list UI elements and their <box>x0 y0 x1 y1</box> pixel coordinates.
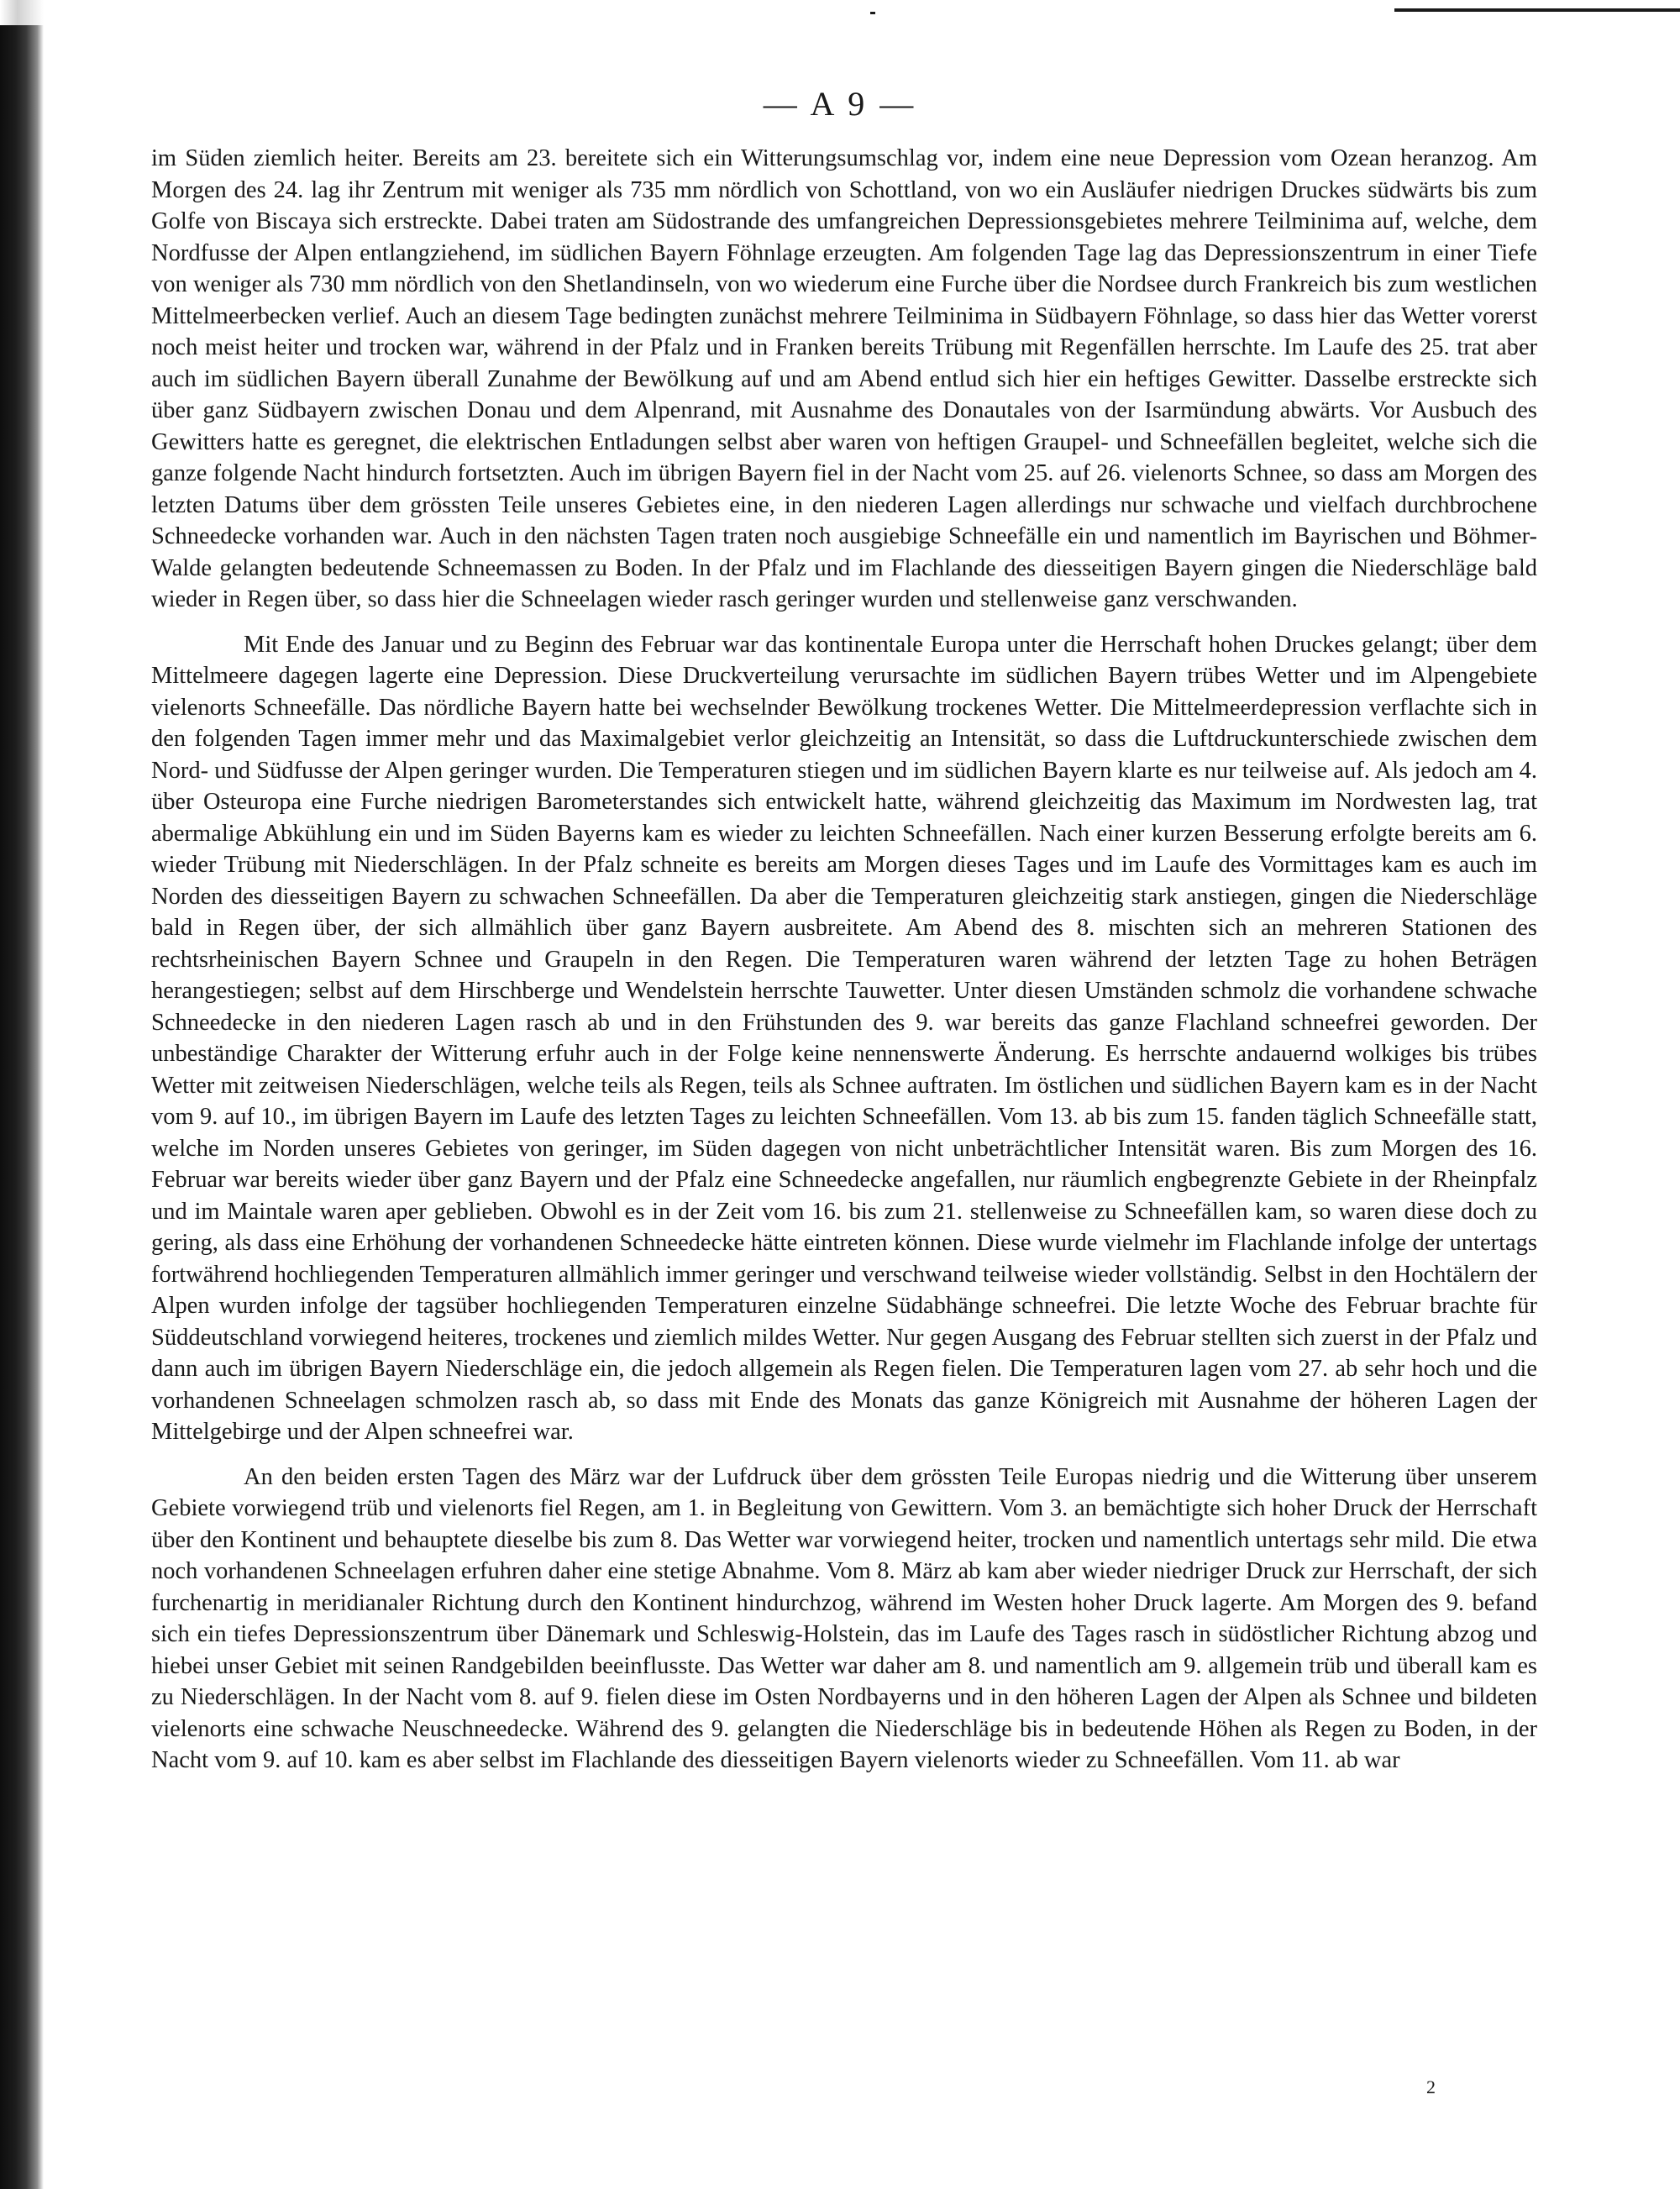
paragraph-2: Mit Ende des Januar und zu Beginn des Februar war das kontinentale Europa unter die Herrschaft hohen Druckes gelangt; über dem Mittelmeere dagegen lagerte eine Depression. Diese Druckverteilung verursachte im südlichen Bayern trübes Wetter und im Alpengebiete vielenorts Schneefälle. Das nördliche Bayern hatte bei wechselnder Bewölkung trockenes Wetter. Die Mittelmeerdepression verflachte sich in den folgenden Tagen immer mehr und das Maximalgebiet verlor gleichzeitig an Intensität, so dass die Luftdruckunterschiede zwischen dem Nord- und Südfusse der Alpen geringer wurden. Die Temperaturen stiegen und im südlichen Bayern klarte es nur teilweise auf. Als jedoch am 4. über Osteuropa eine Furche niedrigen Barometerstandes sich entwickelt hatte, während gleichzeitig das Maximum im Nordwesten lag, trat abermalige Abkühlung ein und im Süden Bayerns kam es wieder zu leichten Schneefällen. Nach einer kurzen Besserung erfolgte bereits am 6. wieder Trübung mit Niederschlägen. In der Pfalz schneite es bereits am Morgen dieses Tages und im Laufe des Vormittages kam es auch im Norden des diesseitigen Bayern zu schwachen Schneefällen. Da aber die Temperaturen gleichzeitig stark anstiegen, gingen die Niederschläge bald in Regen über, der sich allmählich über ganz Bayern ausbreitete. Am Abend des 8. mischten sich an mehreren Stationen des rechtsrheinischen Bayern Schnee und Graupeln in den Regen. Die Temperaturen waren während der letzten Tage zu hohen Beträgen herangestiegen; selbst auf dem Hirschberge und Wendelstein herrschte Tauwetter. Unter diesen Umständen schmolz die vorhandene schwache Schneedecke in den niederen Lagen rasch ab und in den Frühstunden des 9. war bereits das ganze Flachland schneefrei geworden. Der unbeständige Charakter der Witterung erfuhr auch in der Folge keine nennenswerte Änderung. Es herrschte andauernd wolkiges bis trübes Wetter mit zeitweisen Niederschlägen, welche teils als Regen, teils als Schnee auftraten. Im östlichen und südlichen Bayern kam es in der Nacht vom 9. auf 10., im übrigen Bayern im Laufe des letzten Tages zu leichten Schneefällen. Vom 13. ab bis zum 15. fanden täglich Schneefälle statt, welche im Norden unseres Gebietes von geringer, im Süden dagegen von nicht unbeträchtlicher Intensität waren. Bis zum Morgen des 16. Februar war bereits wieder über ganz Bayern und der Pfalz eine Schneedecke angefallen, nur räumlich engbegrenzte Gebiete in der Rheinpfalz und im Maintale waren aper geblieben. Obwohl es in der Zeit vom 16. bis zum 21. stellenweise zu Schneefällen kam, so waren diese doch zu gering, als dass eine Erhöhung der vorhandenen Schneedecke hätte eintreten können. Diese wurde vielmehr im Flachlande infolge der untertags fortwährend hochliegenden Temperaturen allmählich immer geringer und verschwand teilweise wieder vollständig. Selbst in den Hochtälern der Alpen wurden infolge der tagsüber hochliegenden Temperaturen einzelne Südabhänge schneefrei. Die letzte Woche des Februar brachte für Süddeutschland vorwiegend heiteres, trockenes und ziemlich mildes Wetter. Nur gegen Ausgang des Februar stellten sich zuerst in der Pfalz und dann auch im übrigen Bayern Niederschläge ein, die jedoch allgemein als Regen fielen. Die Temperaturen lagen vom 27. ab sehr hoch und die vorhandenen Schneelagen schmolzen rasch ab, so dass mit Ende des Monats das ganze Königreich mit Ausnahme der höheren Lagen der Mittelgebirge und der Alpen schneefrei war. <box>151 631 1537 1445</box>
page-body <box>151 143 1537 1777</box>
paragraph-3: An den beiden ersten Tagen des März war der Lufdruck über dem grössten Teile Europas niedrig und die Witterung über unserem Gebiete vorwiegend trüb und vielenorts fiel Regen, am 1. in Begleitung von Gewittern. Vom 3. an bemächtigte sich hoher Druck der Herrschaft über den Kontinent und behauptete dieselbe bis zum 8. Das Wetter war vorwiegend heiter, trocken und namentlich untertags sehr mild. Die etwa noch vorhandenen Schneelagen erfuhren daher eine stetige Abnahme. Vom 8. März ab kam aber wieder niedriger Druck zur Herrschaft, der sich furchenartig in meridianaler Richtung durch den Kontinent hindurchzog, während im Westen hoher Druck lagerte. Am Morgen des 9. befand sich ein tiefes Depressionszentrum über Dänemark und Schleswig-Holstein, das im Laufe des Tages rasch in südöstlicher Richtung abzog und hiebei unser Gebiet mit seinen Randgebilden beeinflusste. Das Wetter war daher am 8. und namentlich am 9. allgemein trüb und überall kam es zu Niederschlägen. In der Nacht vom 8. auf 9. fielen diese im Osten Nordbayerns und in den höheren Lagen der Alpen als Schnee und bildeten vielenorts eine schwache Neuschneedecke. Während des 9. gelangten die Niederschläge bis in bedeutende Höhen als Regen zu Boden, in der Nacht vom 9. auf 10. kam es aber selbst im Flachlande des diesseitigen Bayern vielenorts wieder zu Schneefällen. Vom 11. ab war <box>151 1463 1537 1773</box>
scan-binding-edge <box>0 25 44 2189</box>
scan-edge-top <box>0 0 44 25</box>
top-dot <box>870 12 875 14</box>
signature-mark: 2 <box>1426 2076 1436 2097</box>
top-rule <box>1394 8 1680 12</box>
page-header: — A 9 — <box>763 85 917 123</box>
paragraph-1: im Süden ziemlich heiter. Bereits am 23. bereitete sich ein Witterungsumschlag vor, indem eine neue Depression vom Ozean heranzog. Am Morgen des 24. lag ihr Zentrum mit weniger als 735 mm nördlich von Schottland, von wo ein Ausläufer niedrigen Druckes südwärts bis zum Golfe von Biscaya sich erstreckte. Dabei traten am Südostrande des umfangreichen Depressionsgebietes mehrere Teilminima auf, welche, dem Nordfusse der Alpen entlangziehend, im südlichen Bayern Föhnlage erzeugten. Am folgenden Tage lag das Depressionszentrum in einer Tiefe von weniger als 730 mm nördlich von den Shetlandinseln, von wo wiederum eine Furche über die Nordsee durch Frankreich bis zum westlichen Mittelmeerbecken verlief. Auch an diesem Tage bedingten zunächst mehrere Teilminima in Südbayern Föhnlage, so dass hier das Wetter vorerst noch meist heiter und trocken war, während in der Pfalz und in Franken bereits Trübung mit Regenfällen herrschte. Im Laufe des 25. trat aber auch im südlichen Bayern überall Zunahme der Bewölkung auf und am Abend entlud sich hier ein heftiges Gewitter. Dasselbe erstreckte sich über ganz Südbayern zwischen Donau und dem Alpenrand, mit Ausnahme des Donautales von der Isarmündung abwärts. Vor Ausbuch des Gewitters hatte es geregnet, die elektrischen Entladungen selbst aber waren von heftigen Graupel- und Schneefällen begleitet, welche sich die ganze folgende Nacht hindurch fortsetzten. Auch im übrigen Bayern fiel in der Nacht vom 25. auf 26. vielenorts Schnee, so dass am Morgen des letzten Datums über dem grössten Teile unseres Gebietes eine, in den niederen Lagen allerdings nur schwache und vielfach durchbrochene Schneedecke vorhanden war. Auch in den nächsten Tagen traten noch ausgiebige Schneefälle ein und namentlich im Bayrischen und Böhmer-Walde gelangten bedeutende Schneemassen zu Boden. In der Pfalz und im Flachlande des diesseitigen Bayern gingen die Niederschläge bald wieder in Regen über, so dass hier die Schneelagen wieder rasch geringer wurden und stellenweise ganz verschwanden. <box>151 145 1537 612</box>
